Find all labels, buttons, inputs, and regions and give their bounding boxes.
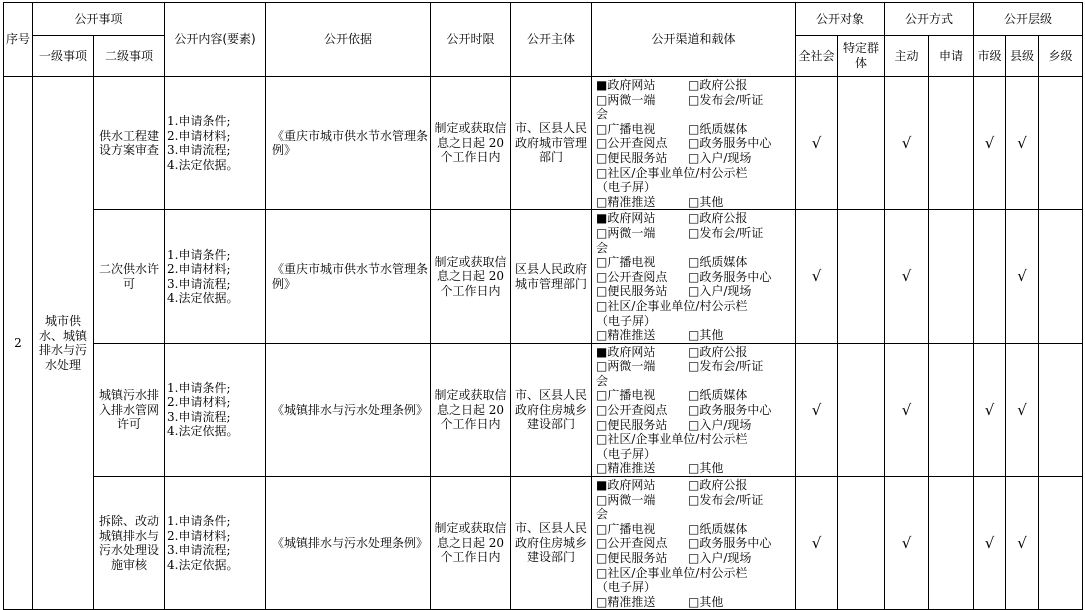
header-basis: 公开依据 — [266, 3, 431, 77]
basis-cell: 《城镇排水与污水处理条例》 — [266, 343, 431, 476]
content-item: 2.申请材料; — [167, 528, 231, 543]
channel-push: 精准推送 — [607, 328, 656, 343]
check-county: √ — [1006, 477, 1039, 610]
channel-other: 其他 — [699, 194, 724, 209]
check-town — [1039, 477, 1083, 610]
channel-gazette: 政府公报 — [699, 211, 748, 226]
check-apply — [929, 77, 974, 210]
channel-screen: （电子屏） — [596, 313, 657, 328]
header-level-city: 市级 — [974, 36, 1006, 77]
channel-press-cont: 会 — [596, 373, 609, 388]
channels-cell — [592, 77, 796, 210]
unchecked-box-icon: □ — [688, 536, 700, 551]
check-city: √ — [974, 77, 1006, 210]
check-apply — [929, 343, 974, 476]
unchecked-box-icon: □ — [596, 492, 608, 507]
content-item: 1.申请条件; — [167, 514, 231, 529]
channels-cell — [592, 477, 796, 610]
check-city: √ — [974, 343, 1006, 476]
channel-tv: 广播电视 — [607, 121, 656, 136]
time-limit-cell: 制定或获取信息之日起 20 个工作日内 — [431, 210, 511, 343]
header-level1: 一级事项 — [33, 36, 94, 77]
channel-tv: 广播电视 — [607, 521, 656, 536]
channel-other: 其他 — [699, 461, 724, 476]
basis-cell: 《重庆市城市供水节水管理条例》 — [266, 210, 431, 343]
unchecked-box-icon: □ — [688, 136, 700, 151]
channel-visit: 入户/现场 — [699, 150, 752, 165]
channel-reading: 公开查阅点 — [607, 403, 668, 418]
channel-reading: 公开查阅点 — [607, 136, 668, 151]
unchecked-box-icon: □ — [596, 388, 608, 403]
check-group — [838, 210, 885, 343]
header-audience-group: 特定群体 — [838, 36, 885, 77]
basis-cell: 《城镇排水与污水处理条例》 — [266, 477, 431, 610]
header-audience: 公开对象 — [796, 3, 885, 36]
channel-push: 精准推送 — [607, 594, 656, 609]
unchecked-box-icon: □ — [596, 461, 608, 476]
content-item: 4.法定依据。 — [167, 157, 239, 172]
channel-press: 发布会/听证 — [699, 92, 764, 107]
header-channels: 公开渠道和载体 — [592, 3, 796, 77]
content-item: 2.申请材料; — [167, 128, 231, 143]
channel-board: 社区/企事业单位/村公示栏 — [607, 565, 748, 580]
channel-gazette: 政府公报 — [699, 78, 748, 92]
subject-cell: 市、区县人民政府住房城乡建设部门 — [511, 477, 592, 610]
content-item: 2.申请材料; — [167, 262, 231, 277]
unchecked-box-icon: □ — [596, 284, 608, 299]
channel-screen: （电子屏） — [596, 446, 657, 461]
content-item: 4.法定依据。 — [167, 424, 239, 439]
unchecked-box-icon: □ — [688, 359, 700, 374]
unchecked-box-icon: □ — [688, 284, 700, 299]
unchecked-box-icon: □ — [596, 551, 608, 565]
unchecked-box-icon: □ — [596, 298, 608, 313]
check-county: √ — [1006, 210, 1039, 343]
table-row-3 — [4, 343, 1083, 476]
unchecked-box-icon: □ — [596, 328, 608, 343]
unchecked-box-icon: □ — [596, 194, 608, 209]
content-item: 3.申请流程; — [167, 276, 231, 291]
check-county: √ — [1006, 77, 1039, 210]
channel-weibo: 两微一端 — [607, 92, 656, 107]
unchecked-box-icon: □ — [596, 269, 608, 284]
unchecked-box-icon: □ — [688, 150, 700, 165]
content-item: 3.申请流程; — [167, 143, 231, 158]
content-items — [165, 77, 266, 210]
channel-press-cont: 会 — [596, 240, 609, 255]
channel-service: 政务服务中心 — [699, 536, 772, 551]
header-level: 公开层级 — [974, 3, 1083, 36]
channel-screen: （电子屏） — [596, 580, 657, 595]
channel-gazette: 政府公报 — [699, 478, 748, 493]
channel-visit: 入户/现场 — [699, 417, 752, 432]
unchecked-box-icon: □ — [688, 551, 700, 565]
channel-convenience: 便民服务站 — [607, 150, 668, 165]
content-items — [165, 343, 266, 476]
channel-convenience: 便民服务站 — [607, 417, 668, 432]
unchecked-box-icon: □ — [596, 521, 608, 536]
unchecked-box-icon: □ — [688, 121, 700, 136]
unchecked-box-icon: □ — [596, 121, 608, 136]
table-row-2 — [4, 210, 1083, 343]
channel-weibo: 两微一端 — [607, 359, 656, 374]
channel-press: 发布会/听证 — [699, 359, 764, 374]
check-city — [974, 210, 1006, 343]
check-town — [1039, 77, 1083, 210]
unchecked-box-icon: □ — [688, 78, 700, 92]
header-audience-all: 全社会 — [796, 36, 838, 77]
channel-weibo: 两微一端 — [607, 225, 656, 240]
channel-press: 发布会/听证 — [699, 492, 764, 507]
unchecked-box-icon: □ — [688, 225, 700, 240]
unchecked-box-icon: □ — [688, 417, 700, 432]
channel-tv: 广播电视 — [607, 388, 656, 403]
channel-visit: 入户/现场 — [699, 284, 752, 299]
check-group — [838, 77, 885, 210]
unchecked-box-icon: □ — [596, 255, 608, 270]
unchecked-box-icon: □ — [596, 594, 608, 609]
check-apply — [929, 477, 974, 610]
checked-box-icon: ■ — [596, 344, 608, 359]
unchecked-box-icon: □ — [688, 403, 700, 418]
content-item: 1.申请条件; — [167, 247, 231, 262]
content-item: 3.申请流程; — [167, 543, 231, 558]
check-town — [1039, 210, 1083, 343]
check-all: √ — [796, 77, 838, 210]
level1-cell: 城市供水、城镇排水与污水处理 — [33, 77, 94, 610]
channel-web: 政府网站 — [607, 478, 656, 493]
channel-tv: 广播电视 — [607, 255, 656, 270]
channel-service: 政务服务中心 — [699, 269, 772, 284]
level2-item: 拆除、改动城镇排水与污水处理设施审核 — [94, 477, 165, 610]
channel-service: 政务服务中心 — [699, 403, 772, 418]
check-active: √ — [885, 77, 929, 210]
table-row-4 — [4, 477, 1083, 610]
unchecked-box-icon: □ — [596, 417, 608, 432]
check-apply — [929, 210, 974, 343]
channel-paper: 纸质媒体 — [699, 121, 748, 136]
unchecked-box-icon: □ — [688, 92, 700, 107]
check-active: √ — [885, 343, 929, 476]
unchecked-box-icon: □ — [596, 136, 608, 151]
check-all: √ — [796, 343, 838, 476]
unchecked-box-icon: □ — [688, 478, 700, 493]
header-method-active: 主动 — [885, 36, 929, 77]
channel-paper: 纸质媒体 — [699, 388, 748, 403]
unchecked-box-icon: □ — [688, 328, 700, 343]
channel-paper: 纸质媒体 — [699, 521, 748, 536]
check-active: √ — [885, 210, 929, 343]
checked-box-icon: ■ — [596, 211, 608, 226]
header-level-county: 县级 — [1006, 36, 1039, 77]
header-level2: 二级事项 — [94, 36, 165, 77]
header-time-limit: 公开时限 — [431, 3, 511, 77]
channels-cell — [592, 210, 796, 343]
unchecked-box-icon: □ — [688, 194, 700, 209]
unchecked-box-icon: □ — [688, 492, 700, 507]
level2-item: 城镇污水排入排水管网许可 — [94, 343, 165, 476]
level2-item: 二次供水许可 — [94, 210, 165, 343]
header-method: 公开方式 — [885, 3, 974, 36]
header-subject: 公开主体 — [511, 3, 592, 77]
channels-cell — [592, 343, 796, 476]
basis-cell: 《重庆市城市供水节水管理条例》 — [266, 77, 431, 210]
unchecked-box-icon: □ — [688, 461, 700, 476]
channel-weibo: 两微一端 — [607, 492, 656, 507]
channel-convenience: 便民服务站 — [607, 284, 668, 299]
content-item: 4.法定依据。 — [167, 557, 239, 572]
channel-screen: （电子屏） — [596, 180, 657, 195]
header-matters: 公开事项 — [33, 3, 165, 36]
content-items — [165, 477, 266, 610]
unchecked-box-icon: □ — [596, 432, 608, 447]
unchecked-box-icon: □ — [688, 344, 700, 359]
content-item: 1.申请条件; — [167, 380, 231, 395]
unchecked-box-icon: □ — [596, 165, 608, 180]
channel-convenience: 便民服务站 — [607, 551, 668, 565]
channel-web: 政府网站 — [607, 211, 656, 226]
unchecked-box-icon: □ — [688, 388, 700, 403]
check-all: √ — [796, 210, 838, 343]
channel-board: 社区/企事业单位/村公示栏 — [607, 298, 748, 313]
subject-cell: 区县人民政府城市管理部门 — [511, 210, 592, 343]
unchecked-box-icon: □ — [596, 359, 608, 374]
level2-item: 供水工程建设方案审查 — [94, 77, 165, 210]
unchecked-box-icon: □ — [596, 92, 608, 107]
check-all: √ — [796, 477, 838, 610]
channel-other: 其他 — [699, 328, 724, 343]
seq-cell: 2 — [4, 77, 33, 610]
unchecked-box-icon: □ — [688, 211, 700, 226]
channel-board: 社区/企事业单位/村公示栏 — [607, 165, 748, 180]
disclosure-table — [3, 2, 1083, 610]
unchecked-box-icon: □ — [596, 536, 608, 551]
check-town — [1039, 343, 1083, 476]
check-county: √ — [1006, 343, 1039, 476]
channel-board: 社区/企事业单位/村公示栏 — [607, 432, 748, 447]
unchecked-box-icon: □ — [596, 225, 608, 240]
check-active: √ — [885, 477, 929, 610]
channel-press: 发布会/听证 — [699, 225, 764, 240]
content-item: 3.申请流程; — [167, 409, 231, 424]
header-method-apply: 申请 — [929, 36, 974, 77]
header-seq-text: 序号 — [6, 32, 31, 46]
check-city: √ — [974, 477, 1006, 610]
unchecked-box-icon: □ — [596, 150, 608, 165]
unchecked-box-icon: □ — [688, 521, 700, 536]
unchecked-box-icon: □ — [688, 594, 700, 609]
unchecked-box-icon: □ — [596, 403, 608, 418]
header-content: 公开内容(要素) — [165, 3, 266, 77]
channel-web: 政府网站 — [607, 78, 656, 92]
check-group — [838, 477, 885, 610]
channel-press-cont: 会 — [596, 107, 609, 122]
channel-other: 其他 — [699, 594, 724, 609]
time-limit-cell: 制定或获取信息之日起 20 个工作日内 — [431, 343, 511, 476]
unchecked-box-icon: □ — [596, 565, 608, 580]
time-limit-cell: 制定或获取信息之日起 20 个工作日内 — [431, 77, 511, 210]
unchecked-box-icon: □ — [688, 255, 700, 270]
channel-paper: 纸质媒体 — [699, 255, 748, 270]
channel-reading: 公开查阅点 — [607, 536, 668, 551]
channel-web: 政府网站 — [607, 344, 656, 359]
channel-push: 精准推送 — [607, 461, 656, 476]
subject-cell: 市、区县人民政府住房城乡建设部门 — [511, 343, 592, 476]
subject-cell: 市、区县人民政府城市管理部门 — [511, 77, 592, 210]
channel-press-cont: 会 — [596, 507, 609, 522]
unchecked-box-icon: □ — [688, 269, 700, 284]
check-group — [838, 343, 885, 476]
content-item: 1.申请条件; — [167, 114, 231, 129]
content-item: 4.法定依据。 — [167, 291, 239, 306]
table-row-1 — [4, 77, 1083, 210]
content-items — [165, 210, 266, 343]
time-limit-cell: 制定或获取信息之日起 20 个工作日内 — [431, 477, 511, 610]
content-item: 2.申请材料; — [167, 395, 231, 410]
channel-visit: 入户/现场 — [699, 551, 752, 565]
channel-reading: 公开查阅点 — [607, 269, 668, 284]
header-seq — [4, 3, 33, 77]
channel-service: 政务服务中心 — [699, 136, 772, 151]
channel-push: 精准推送 — [607, 194, 656, 209]
channel-gazette: 政府公报 — [699, 344, 748, 359]
checked-box-icon: ■ — [596, 78, 608, 92]
header-level-town: 乡级 — [1039, 36, 1083, 77]
checked-box-icon: ■ — [596, 478, 608, 493]
